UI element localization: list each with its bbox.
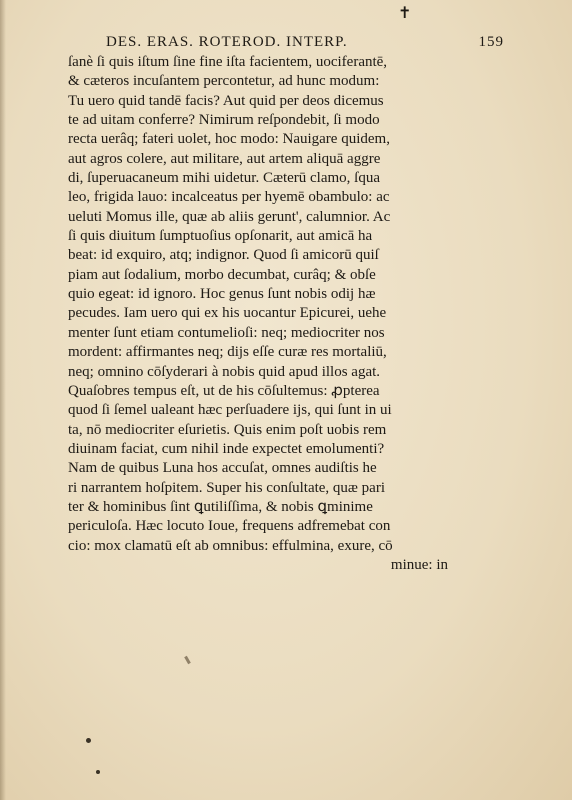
text-line: beat: id exquiro, atq; indignor. Quod ſi amicorū quiſ (68, 247, 379, 264)
ink-dot (96, 770, 100, 774)
page-edge-shadow (0, 0, 6, 800)
text-line: pecudes. Iam uero qui ex his uocantur Epicurei, uehe (68, 305, 387, 322)
text-line: mordent: affirmantes neq; dijs eſſe curæ res mortaliū, (68, 344, 387, 361)
text-line: Nam de quibus Luna hos accuſat, omnes audiſtis he (68, 460, 377, 477)
text-line: ſanè ſi quis iſtum ſine fine iſta facientem, uociferantē, (68, 54, 388, 70)
catchword: minue: in (390, 556, 448, 573)
text-line: ter & hominibus ſint ꝗutiliſſima, & nobis ꝗminime (68, 498, 373, 515)
text-block (68, 53, 448, 575)
text-line: ueluti Momus ille, quæ ab aliis gerunt', calumnior. Ac (68, 208, 391, 225)
text-line: recta uerâq; fateri uolet, hoc modo: Nauigare quidem, (68, 131, 390, 148)
text-line: ri narrantem hoſpitem. Super his conſultate, quæ pari (68, 479, 386, 496)
text-line: te ad uitam conferre? Nimirum reſpondebit, ſi modo (68, 112, 380, 129)
text-line: ta, nō mediocriter eſurietis. Quis enim poſt uobis rem (68, 421, 387, 438)
text-line: diuinam faciat, cum nihil inde expectet emolumenti? (68, 440, 385, 457)
text-line: di, ſuperuacaneum mihi uidetur. Cæterū clamo, ſqua (68, 170, 381, 187)
text-line: Quaſobres tempus eſt, ut de his cōſultemus: ꝓpterea (68, 382, 380, 399)
text-line: neq; omnino cōſyderari à nobis quid apud illos agat. (68, 363, 381, 380)
text-line: periculoſa. Hæc locuto Ioue, frequens adfremebat con (68, 518, 391, 535)
running-head-title: DES. ERAS. ROTEROD. INTERP. (106, 34, 348, 50)
ink-mark (184, 656, 191, 664)
page-number: 159 (478, 34, 504, 50)
ink-dot (86, 738, 91, 743)
top-cross-mark: ✝ (398, 5, 412, 22)
text-line: Tu uero quid tandē facis? Aut quid per deos dicemus (68, 92, 384, 109)
text-line: ſi quis diuitum ſumptuoſius opſonarit, aut amicā ha (68, 228, 373, 245)
text-line: piam aut ſodalium, morbo decumbat, curâq; & obſe (68, 266, 376, 283)
text-line: menter ſunt etiam contumelioſi: neq; mediocriter nos (68, 324, 385, 341)
text-line: leo, frigida lauo: incalceatus per hyemē obambulo: ac (68, 189, 390, 206)
text-line: aut agros colere, aut militare, aut artem aliquā aggre (68, 150, 381, 167)
text-line: quod ſi ſemel ualeant hæc perſuadere ijs, qui ſunt in ui (68, 402, 392, 419)
text-line: & cæteros incuſantem percontetur, ad hunc modum: (68, 73, 380, 90)
text-line: cio: mox clamatū eſt ab omnibus: effulmina, exure, cō (68, 537, 393, 554)
running-head (64, 34, 504, 54)
text-line: quio egeat: id ignoro. Hoc genus ſunt nobis odij hæ (68, 286, 376, 303)
